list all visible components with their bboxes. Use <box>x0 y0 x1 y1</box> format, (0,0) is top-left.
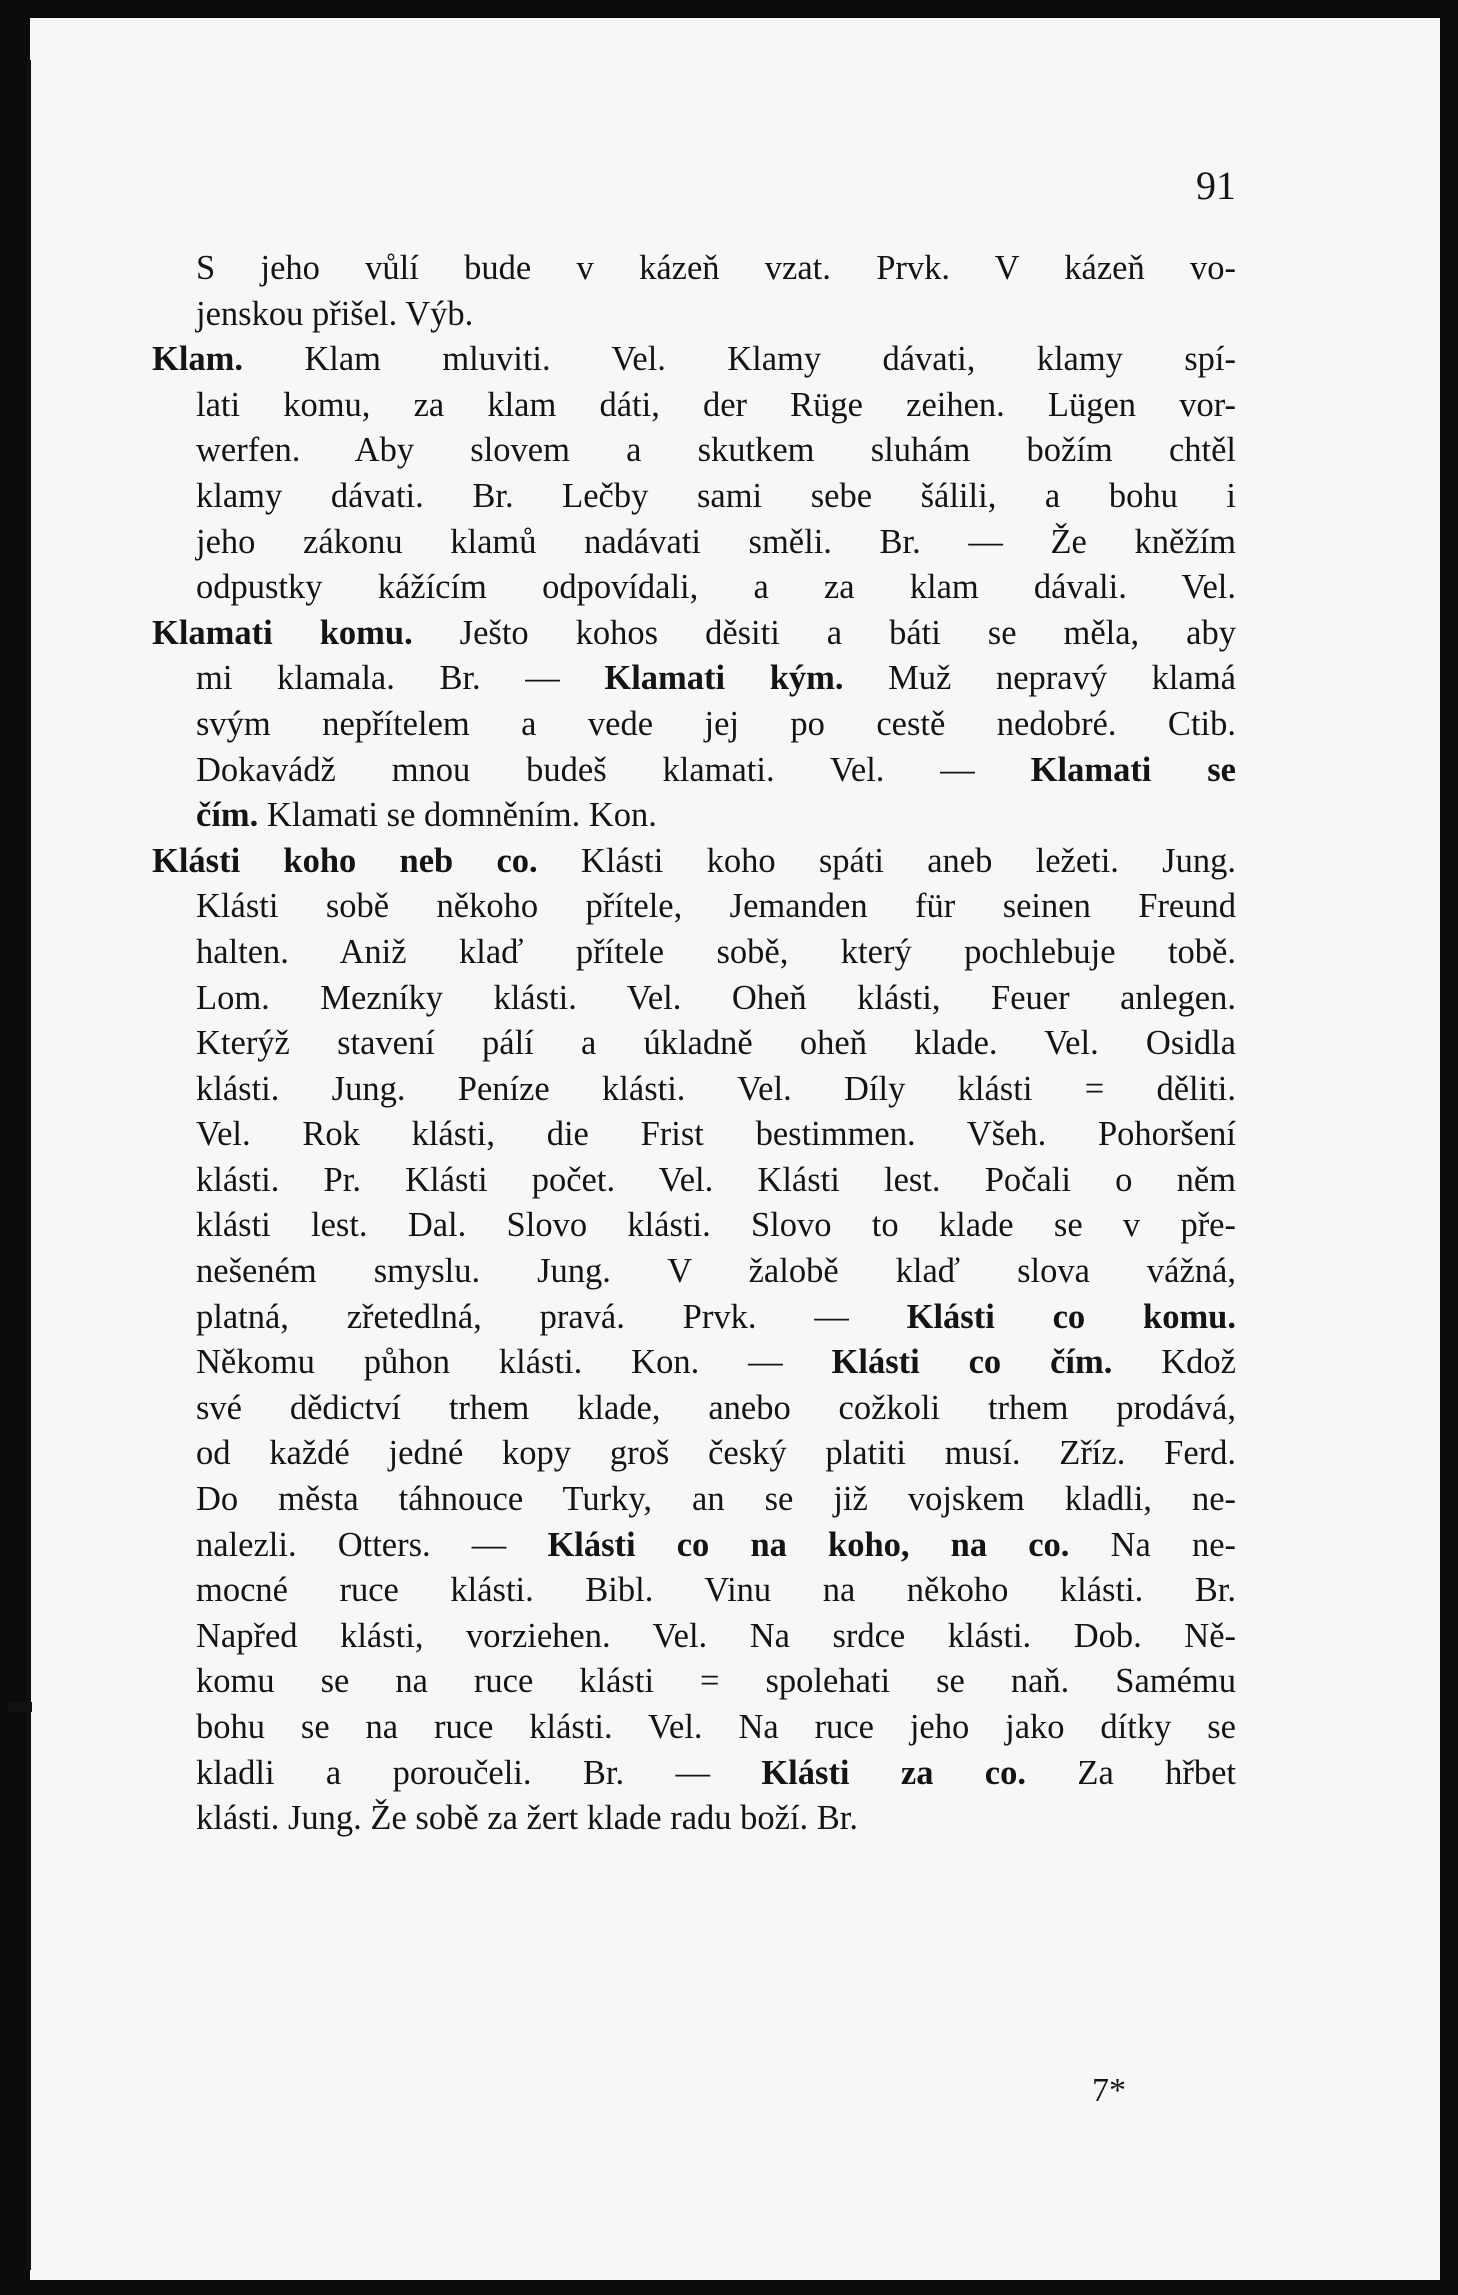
headword: Klásti co na koho, na co. <box>547 1525 1070 1564</box>
line-text: od každé jedné kopy groš český platiti musí. Zříz. Ferd. <box>196 1434 1236 1473</box>
text-line <box>196 474 1236 520</box>
line-text: S jeho vůlí bude v kázeň vzat. Prvk. V kázeň vo- <box>196 249 1236 287</box>
text-line <box>196 1386 1236 1432</box>
dictionary-text <box>152 246 1237 1842</box>
headword: Klásti co čím. <box>831 1343 1113 1382</box>
text-line <box>196 748 1236 794</box>
text-line <box>196 1112 1236 1158</box>
line-text: Klam mluviti. Vel. Klamy dávati, klamy spí- <box>243 340 1236 379</box>
line-text: lati komu, za klam dáti, der Rüge zeihen. Lügen vor- <box>196 385 1236 424</box>
page-number: 91 <box>1196 163 1236 208</box>
binding-mark <box>8 1702 32 1712</box>
line-text: kladli a poroučeli. Br. — <box>196 1753 762 1792</box>
line-text: mi klamala. Br. — <box>196 659 605 698</box>
line-text: Vel. Rok klásti, die Frist bestimmen. Všeh. Pohoršení <box>196 1115 1236 1154</box>
entry-line <box>152 611 1236 657</box>
line-text: klamy dávati. Br. Lečby sami sebe šálili, a bohu i <box>196 476 1236 515</box>
text-line <box>196 1659 1236 1705</box>
line-text: odpustky kážícím odpovídali, a za klam dávali. Vel. <box>196 568 1236 607</box>
entry-line <box>152 839 1236 885</box>
line-text: klásti lest. Dal. Slovo klásti. Slovo to klade se v pře- <box>196 1206 1236 1245</box>
headword: Klamati komu. <box>152 613 413 652</box>
line-text: Kterýž stavení pálí a úkladně oheň klade. Vel. Osidla <box>196 1024 1236 1063</box>
text-line <box>196 1477 1236 1523</box>
text-line <box>196 656 1236 702</box>
line-text: nešeném smyslu. Jung. V žalobě klaď slova vážná, <box>196 1252 1236 1291</box>
line-text: werfen. Aby slovem a skutkem sluhám božím chtěl <box>196 431 1236 470</box>
entry-line <box>152 337 1236 383</box>
text-line <box>196 1431 1236 1477</box>
line-text: bohu se na ruce klásti. Vel. Na ruce jeho jako dítky se <box>196 1708 1236 1746</box>
text-line <box>196 1705 1236 1751</box>
line-text: Napřed klásti, vorziehen. Vel. Na srdce klásti. Dob. Ně- <box>196 1616 1236 1655</box>
line-text: Lom. Mezníky klásti. Vel. Oheň klásti, Feuer anlegen. <box>196 978 1236 1017</box>
text-line <box>196 1067 1236 1113</box>
headword: Klamati se <box>1030 750 1236 789</box>
line-text: klásti. Jung. Peníze klásti. Vel. Díly klásti = děliti. <box>196 1069 1236 1108</box>
line-text: Ješto kohos děsiti a báti se měla, aby <box>412 613 1236 652</box>
line-text: klásti. Pr. Klásti počet. Vel. Klásti lest. Počali o něm <box>196 1160 1236 1199</box>
text-line <box>196 1249 1236 1295</box>
line-text: jeho zákonu klamů nadávati směli. Br. — Že kněžím <box>196 522 1236 561</box>
line-text: Do města táhnouce Turky, an se již vojskem kladli, ne- <box>196 1480 1236 1519</box>
line-text: klásti. Jung. Že sobě za žert klade radu boží. Br. <box>196 1799 859 1838</box>
line-text: Muž nepravý klamá <box>843 659 1236 698</box>
headword: Klásti za co. <box>761 1753 1026 1792</box>
text-line <box>196 246 1236 292</box>
headword: Klam. <box>152 340 244 379</box>
line-text: mocné ruce klásti. Bibl. Vinu na někoho klásti. Br. <box>196 1571 1236 1610</box>
line-text: Na ne- <box>1069 1525 1236 1564</box>
text-line <box>196 1158 1236 1204</box>
headword: Klásti co komu. <box>906 1297 1236 1336</box>
text-line <box>196 1203 1236 1249</box>
text-line <box>196 383 1236 429</box>
line-text: Klamati se domněním. Kon. <box>258 796 657 835</box>
text-line <box>196 1523 1236 1569</box>
line-text: Klásti koho spáti aneb ležeti. Jung. <box>537 841 1236 880</box>
text-line <box>196 1295 1236 1341</box>
headword: Klásti koho neb co. <box>152 841 538 880</box>
text-line <box>196 520 1236 566</box>
text-line <box>196 930 1236 976</box>
text-line <box>196 1614 1236 1660</box>
text-line <box>196 1568 1236 1614</box>
text-line <box>196 976 1236 1022</box>
signature-mark: 7* <box>1092 2072 1126 2109</box>
line-text: Dokavádž mnou budeš klamati. Vel. — <box>196 750 1031 789</box>
line-text: jenskou přišel. Výb. <box>196 294 474 333</box>
line-text: Někomu půhon klásti. Kon. — <box>196 1343 832 1382</box>
text-line <box>196 1751 1236 1797</box>
text-line <box>196 793 1236 839</box>
text-line <box>196 1796 1236 1842</box>
text-line <box>196 1340 1236 1386</box>
line-text: Klásti sobě někoho přítele, Jemanden für seinen Freund <box>196 887 1236 926</box>
text-line <box>196 565 1236 611</box>
headword: Klamati kým. <box>604 659 844 698</box>
text-line <box>196 428 1236 474</box>
line-text: komu se na ruce klásti = spolehati se naň. Samému <box>196 1662 1236 1701</box>
binding-edge <box>26 60 31 2270</box>
line-text: halten. Aniž klaď přítele sobě, který pochlebuje tobě. <box>196 932 1236 971</box>
line-text: nalezli. Otters. — <box>196 1525 548 1564</box>
line-text: své dědictví trhem klade, anebo cožkoli trhem prodává, <box>196 1388 1236 1427</box>
text-line <box>196 702 1236 748</box>
text-line <box>196 1021 1236 1067</box>
line-text: Kdož <box>1112 1343 1236 1382</box>
text-line <box>196 292 1236 338</box>
line-text: platná, zřetedlná, pravá. Prvk. — <box>196 1297 907 1336</box>
text-line <box>196 884 1236 930</box>
headword: čím. <box>196 796 259 835</box>
line-text: Za hřbet <box>1026 1753 1237 1792</box>
line-text: svým nepřítelem a vede jej po cestě nedobré. Ctib. <box>196 704 1236 743</box>
